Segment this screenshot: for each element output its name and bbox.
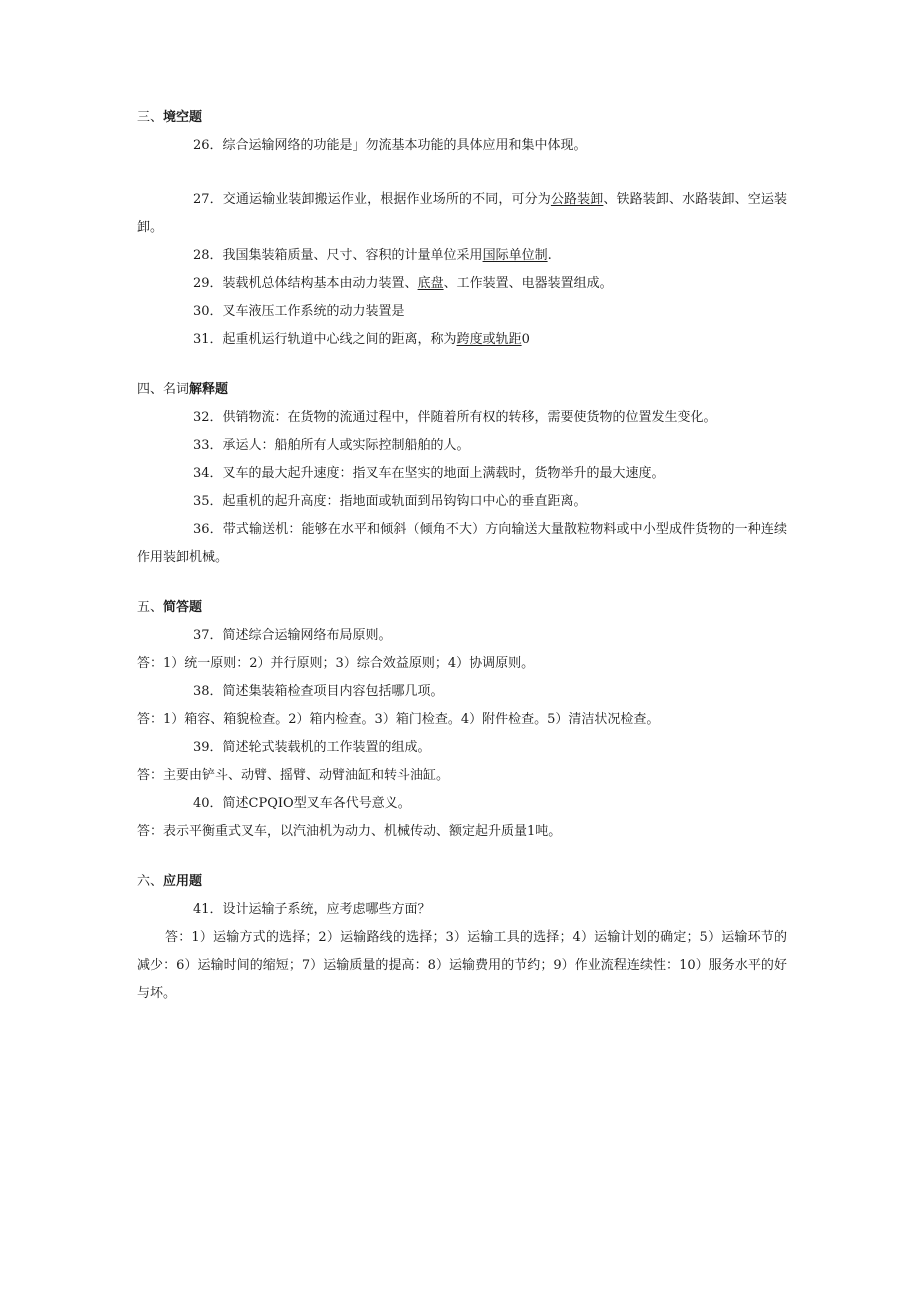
section-heading-terms [137, 376, 787, 404]
answer-39: 答：主要由铲斗、动臂、摇臂、动臂油缸和转斗油缸。 [137, 768, 450, 783]
question-text-pre: ．装载机总体结构基本由动力装置、 [209, 276, 418, 291]
answer-underlined: 底盘 [417, 276, 444, 291]
question-26 [137, 132, 787, 160]
question-text: ．简述综合运输网络布局原则。 [209, 628, 392, 643]
question-text: ．叉车的最大起升速度：指叉车在坚实的地面上满载时，货物举升的最大速度。 [209, 466, 665, 481]
answer-underlined: 国际单位制 [482, 248, 548, 263]
question-text: ．承运人：船舶所有人或实际控制船舶的人。 [209, 438, 470, 453]
question-text: ．起重机的起升高度：指地面或轨面到吊钩钩口中心的垂直距离。 [209, 494, 587, 509]
question-33 [137, 432, 787, 460]
question-31 [137, 326, 787, 354]
question-27 [137, 186, 787, 242]
answer-underlined: 跨度或轨距 [456, 332, 522, 347]
question-number: 26 [193, 138, 210, 153]
section-heading-title: 应用题 [163, 874, 203, 889]
question-text-pre: ．我国集装箱质量、尺寸、容积的计量单位采用 [209, 248, 483, 263]
question-number: 33 [193, 438, 210, 453]
question-text: ．简述集装箱检查项目内容包括哪几项。 [209, 684, 444, 699]
section-heading-title: 境空题 [163, 110, 203, 125]
question-number: 36 [193, 522, 210, 537]
section-heading-title: 解释题 [189, 382, 229, 397]
question-number: 39 [193, 740, 210, 755]
question-30 [137, 298, 787, 326]
question-41 [137, 896, 787, 924]
question-39 [137, 734, 787, 762]
question-text-post: 、铁路装卸、水路装卸、空运装卸。 [137, 192, 787, 235]
question-number: 37 [193, 628, 210, 643]
question-text: ．简述CPQIO型叉车各代号意义。 [209, 796, 411, 811]
question-number: 38 [193, 684, 210, 699]
question-text-pre: ．起重机运行轨道中心线之间的距离，称为 [209, 332, 457, 347]
exam-page [137, 104, 787, 1008]
question-text-post: 、工作装置、电器装置组成。 [443, 276, 613, 291]
question-number: 29 [193, 276, 210, 291]
answer-underlined: 公路装卸 [550, 192, 604, 207]
section-heading-prefix: 四、名词 [137, 382, 190, 397]
question-number: 41 [193, 902, 210, 917]
question-35 [137, 488, 787, 516]
question-text-post: 0 [521, 332, 530, 347]
question-34 [137, 460, 787, 488]
question-number: 35 [193, 494, 210, 509]
question-29 [137, 270, 787, 298]
question-text: ．设计运输子系统，应考虑哪些方面？ [209, 902, 431, 917]
question-number: 31 [193, 332, 210, 347]
question-40 [137, 790, 787, 818]
section-heading-fill [137, 104, 787, 132]
section-heading-prefix: 五、 [137, 600, 164, 615]
question-37 [137, 622, 787, 650]
question-number: 30 [193, 304, 210, 319]
question-28 [137, 242, 787, 270]
question-number: 32 [193, 410, 210, 425]
question-text: ．带式输送机：能够在水平和倾斜（倾角不大）方向输送大量散粒物料或中小型成件货物的一种连续作用装卸机械。 [137, 522, 787, 565]
question-number: 34 [193, 466, 210, 481]
question-number: 40 [193, 796, 210, 811]
question-text-post: . [547, 248, 552, 263]
question-36 [137, 516, 787, 572]
question-number: 27 [193, 192, 210, 207]
question-38 [137, 678, 787, 706]
question-text-pre: ．交通运输业装卸搬运作业，根据作业场所的不同，可分为 [209, 192, 551, 207]
answer-41: 答：1）运输方式的选择；2）运输路线的选择；3）运输工具的选择；4）运输计划的确定；5）运输环节的减少：6）运输时间的缩短；7）运输质量的提高：8）运输费用的节约；9）作业流程连续性：10）服务水平的好与坏。 [137, 930, 787, 1001]
question-number: 28 [193, 248, 210, 263]
section-heading-title: 简答题 [163, 600, 203, 615]
question-text: ．综合运输网络的功能是」勿流基本功能的具体应用和集中体现。 [209, 138, 587, 153]
answer-40: 答：表示平衡重式叉车，以汽油机为动力、机械传动、额定起升质量1吨。 [137, 824, 562, 839]
section-heading-apply [137, 868, 787, 896]
section-heading-short [137, 594, 787, 622]
question-32 [137, 404, 787, 432]
question-text: ．叉车液压工作系统的动力装置是 [209, 304, 405, 319]
answer-37: 答：1）统一原则：2）并行原则；3）综合效益原则；4）协调原则。 [137, 656, 535, 671]
section-heading-prefix: 三、 [137, 110, 164, 125]
section-heading-prefix: 六、 [137, 874, 164, 889]
question-text: ．供销物流：在货物的流通过程中，伴随着所有权的转移，需要使货物的位置发生变化。 [209, 410, 717, 425]
question-text: ．简述轮式装载机的工作装置的组成。 [209, 740, 431, 755]
answer-38: 答：1）箱容、箱貌检查。2）箱内检查。3）箱门检查。4）附件检查。5）清洁状况检查。 [137, 712, 660, 727]
